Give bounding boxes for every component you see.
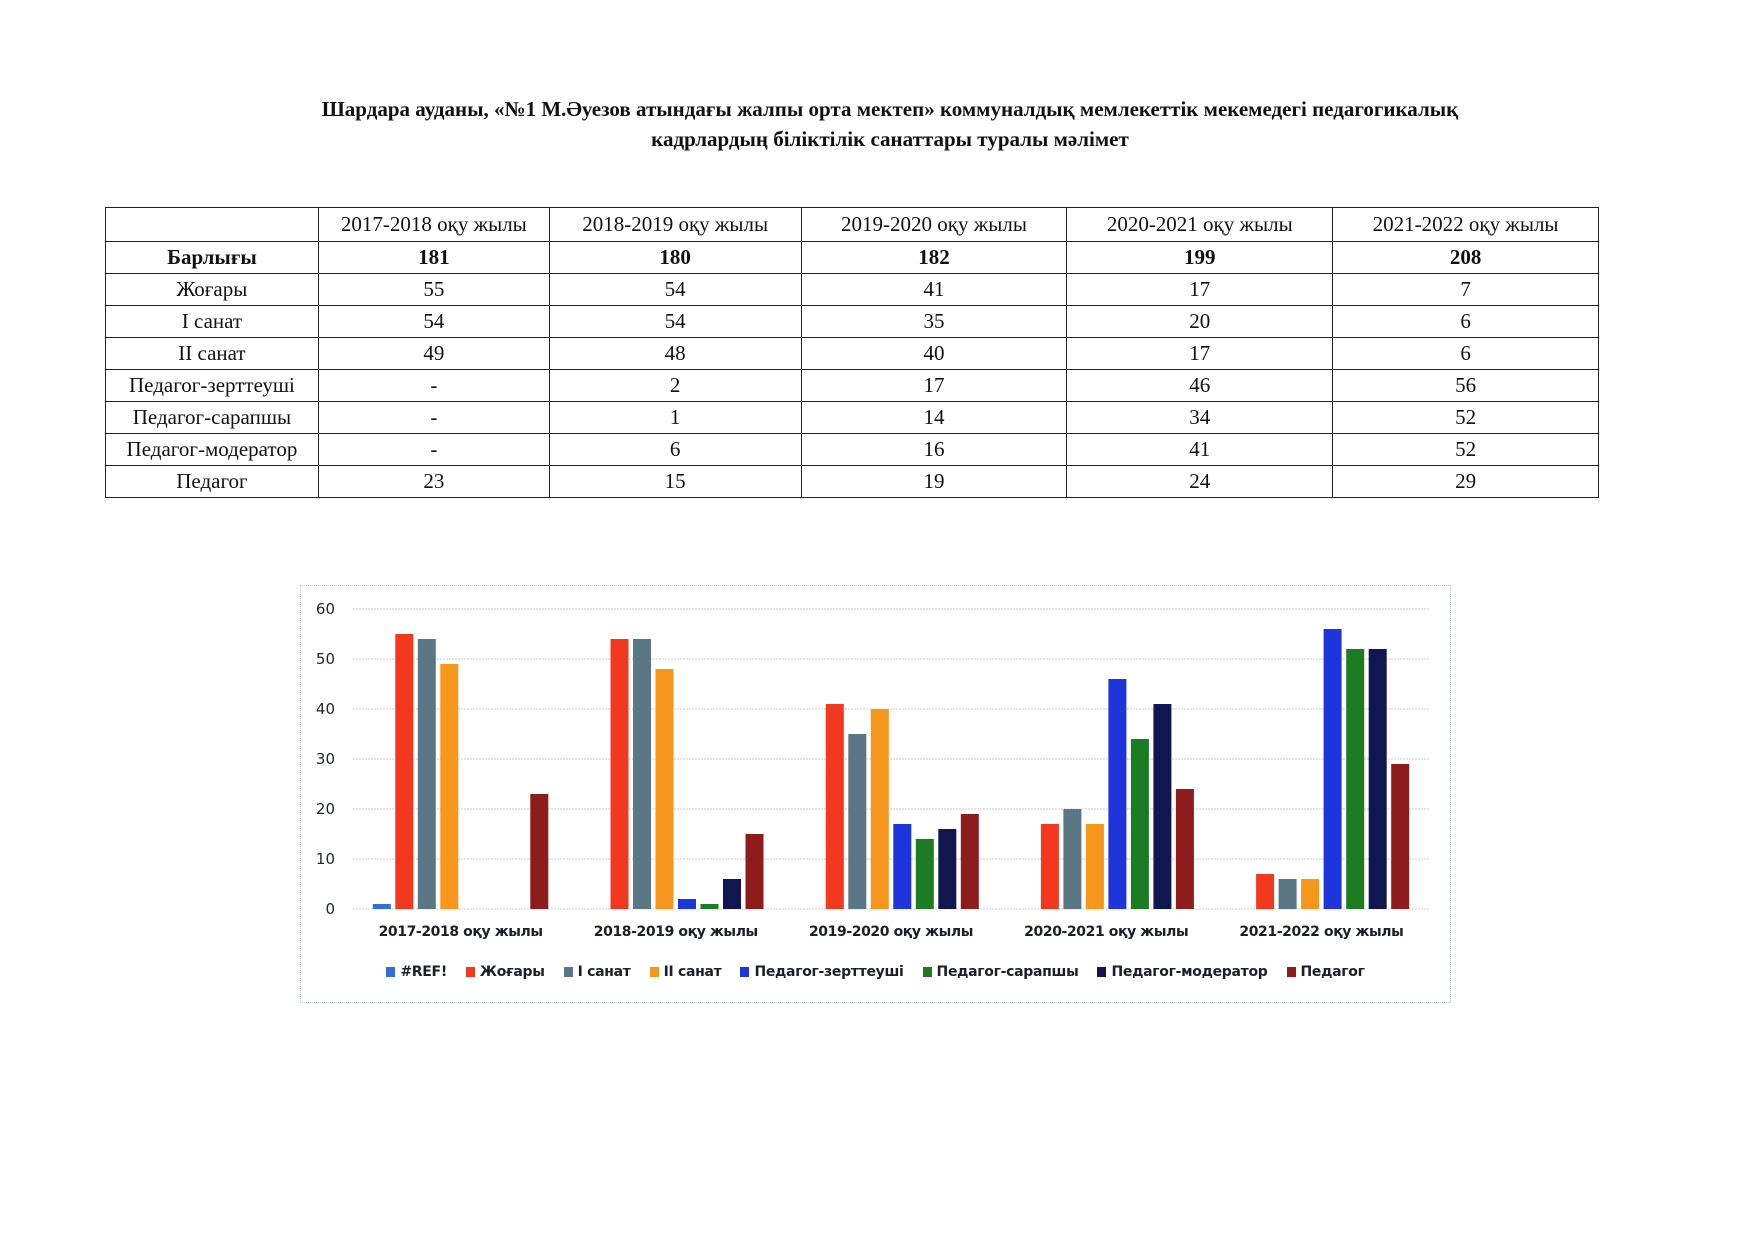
legend-swatch-icon — [650, 967, 659, 977]
table-cell: 24 — [1067, 466, 1333, 498]
header-cell-year: 2017-2018 оқу жылы — [318, 208, 549, 242]
row-label: Педагог — [106, 466, 319, 498]
legend-item — [1097, 964, 1267, 980]
bar — [656, 669, 674, 909]
bar — [961, 814, 979, 909]
row-label: Педагог-зерттеуші — [106, 370, 319, 402]
x-category-label: 2017-2018 оқу жылы — [378, 924, 543, 940]
table-cell: 54 — [549, 306, 801, 338]
bar — [530, 794, 548, 909]
bar — [746, 834, 764, 909]
table-cell: 48 — [549, 338, 801, 370]
table-row — [106, 434, 1599, 466]
table-cell: 16 — [801, 434, 1067, 466]
legend-swatch-icon — [564, 967, 573, 977]
bar — [826, 704, 844, 909]
bar — [440, 664, 458, 909]
bar — [1041, 824, 1059, 909]
bar — [893, 824, 911, 909]
bar — [1086, 824, 1104, 909]
table-cell: 34 — [1067, 402, 1333, 434]
bar — [611, 639, 629, 909]
table-row — [106, 274, 1599, 306]
table-cell: 208 — [1333, 242, 1599, 274]
bar — [1324, 629, 1342, 909]
row-label: Жоғары — [106, 274, 319, 306]
y-tick-label: 50 — [315, 650, 335, 668]
bar — [701, 904, 719, 909]
table-cell: 19 — [801, 466, 1067, 498]
table-cell: 54 — [318, 306, 549, 338]
header-cell-year: 2018-2019 оқу жылы — [549, 208, 801, 242]
chart-legend — [301, 964, 1450, 980]
legend-swatch-icon — [1287, 967, 1296, 977]
legend-item — [650, 964, 722, 980]
row-label: Педагог-модератор — [106, 434, 319, 466]
table-cell: 6 — [549, 434, 801, 466]
table-cell: 17 — [1067, 274, 1333, 306]
table-cell: 55 — [318, 274, 549, 306]
legend-item — [923, 964, 1079, 980]
table-cell: 17 — [801, 370, 1067, 402]
y-tick-label: 10 — [315, 850, 335, 868]
header-cell-year: 2020-2021 оқу жылы — [1067, 208, 1333, 242]
table-row — [106, 338, 1599, 370]
table-cell: 180 — [549, 242, 801, 274]
legend-label: II санат — [663, 964, 722, 980]
bar — [1153, 704, 1171, 909]
bar — [395, 634, 413, 909]
y-tick-label: 30 — [315, 750, 335, 768]
table-cell: 181 — [318, 242, 549, 274]
bar — [723, 879, 741, 909]
legend-swatch-icon — [386, 967, 395, 977]
y-tick-label: 20 — [315, 800, 335, 818]
bar — [1301, 879, 1319, 909]
table-row — [106, 466, 1599, 498]
table-cell: 15 — [549, 466, 801, 498]
table-cell: 20 — [1067, 306, 1333, 338]
table-cell: 35 — [801, 306, 1067, 338]
title-line-2: кадрлардың біліктілік санаттары туралы мәлімет — [651, 127, 1129, 151]
legend-item — [740, 964, 903, 980]
table-cell: 41 — [801, 274, 1067, 306]
legend-item — [466, 964, 545, 980]
table-cell: 49 — [318, 338, 549, 370]
table-cell: 6 — [1333, 338, 1599, 370]
bar — [633, 639, 651, 909]
table-cell: 46 — [1067, 370, 1333, 402]
row-label: I санат — [106, 306, 319, 338]
x-category-label: 2021-2022 оқу жылы — [1239, 924, 1404, 940]
bar — [1391, 764, 1409, 909]
table-cell: 1 — [549, 402, 801, 434]
table-cell: 23 — [318, 466, 549, 498]
table-cell: 41 — [1067, 434, 1333, 466]
bar — [848, 734, 866, 909]
bar-chart — [300, 585, 1451, 1003]
bar — [1176, 789, 1194, 909]
x-category-label: 2020-2021 оқу жылы — [1024, 924, 1189, 940]
table-cell: 7 — [1333, 274, 1599, 306]
bar — [916, 839, 934, 909]
legend-item — [564, 964, 631, 980]
bar — [1279, 879, 1297, 909]
legend-swatch-icon — [466, 967, 475, 977]
y-tick-label: 40 — [315, 700, 335, 718]
header-cell-year: 2019-2020 оқу жылы — [801, 208, 1067, 242]
legend-swatch-icon — [1097, 967, 1106, 977]
legend-label: Педагог-зерттеуші — [754, 964, 904, 980]
table-cell: 40 — [801, 338, 1067, 370]
table-row — [106, 306, 1599, 338]
x-category-label: 2019-2020 оқу жылы — [808, 924, 974, 940]
document-title — [120, 94, 1660, 154]
bar — [871, 709, 889, 909]
table-cell: 52 — [1333, 402, 1599, 434]
legend-label: Жоғары — [479, 964, 545, 980]
table-cell: 17 — [1067, 338, 1333, 370]
bar — [1063, 809, 1081, 909]
table-cell: - — [318, 370, 549, 402]
bar — [678, 899, 696, 909]
legend-swatch-icon — [740, 967, 749, 977]
bar — [1346, 649, 1364, 909]
row-label: II санат — [106, 338, 319, 370]
table-cell: 52 — [1333, 434, 1599, 466]
table-cell: 6 — [1333, 306, 1599, 338]
header-cell-year: 2021-2022 оқу жылы — [1333, 208, 1599, 242]
legend-label: Педагог — [1300, 964, 1365, 980]
table-cell: 29 — [1333, 466, 1599, 498]
legend-label: Педагог-сарапшы — [936, 964, 1079, 980]
bar — [938, 829, 956, 909]
bar — [1256, 874, 1274, 909]
table-cell: - — [318, 402, 549, 434]
header-cell-empty — [106, 208, 319, 242]
chart-plot — [301, 586, 1452, 1004]
table-cell: 199 — [1067, 242, 1333, 274]
bar — [418, 639, 436, 909]
y-tick-label: 0 — [325, 900, 335, 918]
table-cell: 14 — [801, 402, 1067, 434]
bar — [1369, 649, 1387, 909]
table-header-row — [106, 208, 1599, 242]
legend-item — [386, 964, 447, 980]
y-tick-label: 60 — [315, 600, 335, 618]
table-row — [106, 402, 1599, 434]
legend-label: Педагог-модератор — [1111, 964, 1268, 980]
table-cell: 182 — [801, 242, 1067, 274]
x-category-label: 2018-2019 оқу жылы — [593, 924, 758, 940]
table-row — [106, 242, 1599, 274]
legend-label: I санат — [577, 964, 631, 980]
bar — [373, 904, 391, 909]
row-label: Барлығы — [106, 242, 319, 274]
table-cell: 54 — [549, 274, 801, 306]
table-cell: 56 — [1333, 370, 1599, 402]
table-row — [106, 370, 1599, 402]
legend-item — [1287, 964, 1365, 980]
bar — [1108, 679, 1126, 909]
qualification-table — [105, 207, 1599, 498]
table-cell: 2 — [549, 370, 801, 402]
table-cell: - — [318, 434, 549, 466]
title-line-1: Шардара ауданы, «№1 М.Әуезов атындағы жалпы орта мектеп» коммуналдық мемлекеттік мекемедегі педагогикалық — [321, 97, 1459, 121]
legend-swatch-icon — [923, 967, 932, 977]
bar — [1131, 739, 1149, 909]
row-label: Педагог-сарапшы — [106, 402, 319, 434]
legend-label: #REF! — [400, 964, 447, 980]
